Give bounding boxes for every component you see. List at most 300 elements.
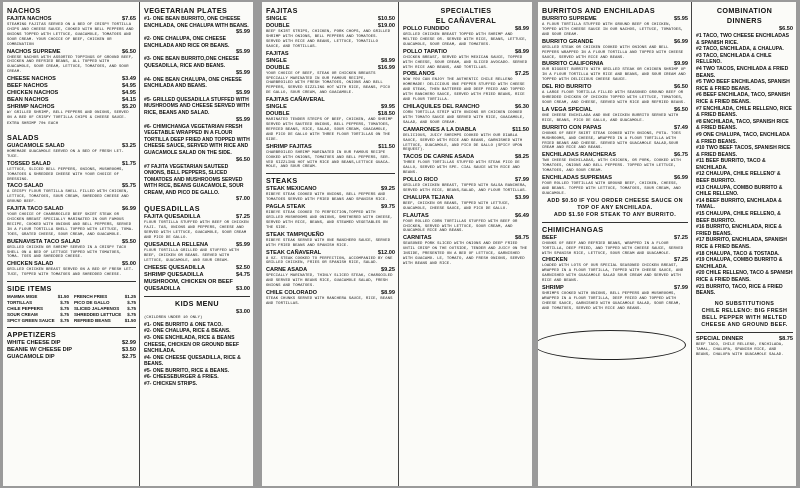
item-price: $19.00 [377, 23, 395, 29]
item-name: DEL RIO BURRITO [542, 84, 592, 91]
item-price: $.75 [127, 311, 136, 317]
item-name: BURRITO CALIFORNIA [542, 61, 604, 68]
menu-item [144, 279, 250, 286]
menu-item [7, 76, 136, 83]
menu-item [266, 97, 395, 104]
combo-option: #7- CHICKEN STRIPS. [144, 381, 198, 388]
section-header: BURRITOS AND ENCHILADAS [542, 6, 656, 15]
item-price: $8.99 [515, 48, 529, 55]
item-price: $4.95 [122, 83, 136, 90]
menu-item [403, 104, 529, 111]
item-price [393, 97, 395, 104]
item-name: SLICED JALAPENOS [74, 306, 120, 311]
menu-item [266, 16, 395, 23]
menu-item [266, 144, 395, 151]
chimichangas-circle-mark [538, 330, 686, 360]
menu-item [403, 26, 529, 33]
menu-item [266, 104, 395, 111]
menu-item [7, 16, 136, 23]
item-price: $9.95 [381, 104, 395, 111]
item-price: $12.00 [377, 249, 395, 256]
item-price [393, 232, 395, 239]
item-description: LETTUCE, SLICED BELL PEPPERS, ONIONS, MUSHROOMS, TOMATOES & SHREDDED CHEESE WITH YOUR CHOICE OF DRESSING. [7, 167, 124, 182]
menu-item [403, 213, 529, 220]
item-description: ONE CHEESE ENCHILADA AND ONE CHICKEN BURRITO SERVED WITH RICE, BEANS, PICO DE GALLO, AND GUACAMOLE. [542, 113, 679, 123]
item-name: STEAK TAMPIQUEÑO [266, 231, 325, 238]
item-price: $9.25 [381, 186, 395, 193]
item-name: ENCHILADAS SUPREMAS [542, 175, 612, 182]
combo-price [696, 26, 793, 33]
item-price: $9.75 [381, 204, 395, 211]
side-items-header: SIDE ITEMS [7, 284, 52, 294]
item-name: SHRIMP [542, 285, 564, 292]
combo-option: #15 CHALUPA, CHILE RELLENO, & BEEF BURRITO. [696, 211, 781, 224]
menu-item [266, 204, 395, 211]
menu-note: NO SUBSTITUTIONS [714, 300, 775, 307]
item-description: LOADED WITH LOTS OF OUR SPECIAL SEASONED CHICKEN BREAST, WRAPPED IN A FLOUR TORTILLA, TOPPED WITH CHEESE SAUCE, AND GARNISHED WITH GUACAMOLE SALAD SOUR CREAM AND SERVED WITH RICE AND BEANS. [542, 264, 684, 284]
item-price: $.75 [60, 311, 69, 317]
item-name: CHILAQUILES DEL RANCHO [403, 103, 480, 110]
menu-item [542, 84, 688, 91]
item-description: GRILLED CHICKEN BREAST TOPPED WITH SHRIMP AND MELTED CHEESE OR. SERVED WITH RICE, BEANS, LETTUCE, GUACAMOLE, SOUR CREAM, AND TOMATOES. [403, 33, 528, 47]
menu-item [696, 336, 793, 343]
item-price: $5.20 [122, 104, 136, 111]
item-name: SOUR CREAM [7, 311, 38, 317]
item-description: STEAMING FAJITAS SERVED ON A BED OF CRISPY TORTILLA CHIPS AND CHEESE SAUCE, COOKED WITH BELL PEPPERS AND ONIONS TOPPED WITH LETTUCE, GUACAMOLE, TOMATOES AND SOUR CREAM. YOUR CHOICE OF BEEF, CHICKEN OR COMBINATION [7, 23, 134, 47]
item-name: TACOS DE CARNE ASADA [403, 154, 475, 161]
combo-option: #7 ENCHILADA, CHILE RELLENO, RICE & FRIED BEANS. [696, 105, 792, 119]
menu-item [542, 235, 688, 242]
item-name: STEAK CAÑAVERAL [266, 249, 322, 256]
menu-item [403, 154, 529, 161]
section-header: STEAKS [266, 176, 298, 186]
item-name: CHICKEN [542, 257, 568, 264]
item-description: SHRIMPS COOKED WITH ONIONS, BELL PEPPERS AND MUSHROOMS, WRAPPED IN A FLOUR TORTILLA, DEEP FRIED AND TOPPED WITH CHEESE SAUCE, GARNISHED WITH GUACAMOLE SALAD, SOUR CREAM, AND TOMATOES, SERVED WITH RICE AND BEANS. [542, 292, 681, 311]
panel2-right-column [398, 2, 532, 486]
panel1-right-column [139, 2, 253, 486]
menu-item [266, 65, 395, 72]
item-description: CHARBROILED SHRIMP MARINATED IN OUR FAMOUS RECIPE COOKED WITH ONIONS, TOMATOES AND BELL PEPPERS, SER- VED SIZZLING HOT WITH RICE AND BEANS,LETTUCE GUACA- MOLE, AND SOUR CREAM. [266, 150, 391, 170]
item-name: FAJITA NACHOS [7, 16, 52, 22]
item-description: CHEESE NACHOS WITH ASSORTED TOPPINGS OF GROUND BEEF, CHICKEN AND REFRIED BEANS, ALL TOPPED WITH GUACAMOLE, SOUR CREAM, LETTUCE, TOMATOES, AND SOUR CREAM. [7, 55, 134, 75]
item-price [248, 279, 250, 286]
combo-option: #5 TWO BEEF ENCHILADAS, SPANISH RICE & FRIED BEANS. [696, 79, 790, 92]
menu-item [403, 127, 529, 134]
item-name: TACO SALAD [7, 183, 44, 190]
combo-option: #2 TACO, ENCHILADA, & CHALUPA. [696, 46, 784, 53]
item-price: $16.99 [377, 64, 395, 71]
combo-option: #2- ONE CHALUPA, RICE & BEANS. [144, 328, 231, 335]
item-name: DOUBLE [266, 23, 290, 29]
item-price: $7.99 [515, 177, 529, 184]
item-price: $9.99 [674, 61, 688, 68]
menu-item [266, 186, 395, 193]
item-description: RIBEYE STEAK COOKED TO PERFECTION,TOPPED WITH GRILLED MUSHROOMS AND ONIONS, SMOTHERED WITH CHEESE, SERVED WITH RICE, BEANS, AND STEAMED VEGETABLES ON THE SIDE. [266, 211, 393, 230]
divider [7, 327, 136, 328]
menu-item [7, 97, 136, 104]
item-description: BEEF TACO, CHILE RELLENO, ENCHILADA, TAMAL, CHALUPA, SPANISH RICE, AND BEANS, CHALUPA WITH GUACAMOLE SALAD. [696, 342, 784, 357]
item-price: $3.99 [515, 194, 529, 201]
combo-option: #18 CHALUPA, TACO & TOSTADA. [696, 250, 780, 257]
item-price: $18.50 [377, 111, 395, 118]
item-name: SHRIMP QUESADILLA [144, 271, 204, 278]
menu-item [266, 250, 395, 257]
divider [266, 173, 395, 174]
menu-item [7, 261, 136, 268]
section-header: KIDS MENU [175, 298, 219, 308]
item-price: $2.50 [236, 264, 250, 271]
menu-item [144, 242, 250, 249]
menu-item [7, 183, 136, 190]
item-description: YOUR CHOICE OF CHARBROILED BEEF SKIRT STEAK OR CHICKEN BREAST SPECIALLY MARINATED IN OUR FAMOUS RECIPE, COOKED WITH ONIONS AND BELL PEPPERS, SERVED IN A FLOUR TORTILLA SHELL TOPPED WITH LETTUCE, TOMA- TOES, GRATED CHEESE, SOUR CREAM, AND GUACAMOLE. [7, 213, 134, 237]
item-description: RIBEYE STEAK SERVED WITH ONE RANCHERO SAUCE, SERVED WITH FRIED BEANS AND SPANISH RICE. [266, 238, 391, 248]
item-price: $7.49 [674, 124, 688, 131]
combo-option: #2- ONE CHALUPA, ONE CHEESE ENCHILADA AND RICE OR BEANS. [144, 36, 230, 49]
combo-option: #1- ONE BEAN BURRITO, ONE CHEESE ENCHILADA, ONE CHALUPA WITH BEANS. [144, 16, 249, 29]
item-name: GUACAMOLE SALAD [7, 142, 65, 149]
menu-item [266, 58, 395, 65]
item-name: CARNITAS [403, 235, 432, 242]
combo-option: #4- ONE CHEESE QUESADILLA, RICE & BEANS. [144, 354, 241, 368]
item-name: CHALUPA TEJANA [403, 194, 454, 201]
menu-item [403, 177, 529, 184]
item-price: $4.15 [122, 97, 136, 104]
item-price: $8.75 [515, 235, 529, 242]
item-description: BEEF SKIRT STRIPS, CHICKEN, PORK CHOPS, AND GRILLED SHRIMP WITH ONIONS, BELL PEPPERS AND TOMATOES. SERVED WITH RICE AND BEANS, LETTUCE, TOMATILLO SAUCE, AND TORTILLAS. [266, 30, 391, 49]
combo-price [144, 90, 250, 97]
menu-item [266, 290, 395, 297]
item-price: $5.99 [236, 242, 250, 249]
item-description: FLOUR TORTILLA GRILLED AND STUFFED WITH BEEF, CHICKEN OR BEANS. SERVED WITH LETTUCE, GUACAMOLE, AND SOUR CREAM. [144, 249, 239, 263]
side-items-grid [7, 294, 136, 324]
item-description: SEASONED PORK SLICED WITH ONIONS AND DEEP FRIED UNTIL CRISP ON THE OUTSIDE, TENDER AND JUICY ON THE INSIDE, PRESENTED ON A BED OF LETTUCE, GARNISHED WITH GUACAMO- LE, TOMATO, AND FRESH ONIONS, SERVED WITH BEANS AND RICE. [403, 242, 528, 266]
item-price: $1.75 [122, 160, 136, 167]
item-description: GRILLED CHICKEN BREAST SERVED ON A BED OF FRESH LET- TUCE, TOPPED WITH TOMATOES AND SHREDDED CHEESE. [7, 268, 134, 278]
menu-item [7, 83, 136, 90]
item-price: $7.25 [236, 214, 250, 221]
menu-item [266, 232, 395, 239]
item-price: $1.50 [124, 317, 136, 323]
item-price: $.75 [127, 306, 136, 311]
side-item [7, 318, 69, 324]
menu-item [542, 175, 688, 182]
item-description: MARINATED TENDER STRIPS OF BEEF, CHICKEN, AND SHRIMP SERVED WITH SAUTEED ONIONS, BELL PEPPERS, TOMATOES, REFRIED BEANS, RICE, SALAD, SOUR CREAM, GUACAMOLE, AND PICO DE GALLO WITH THREE FLOUR TORTILLAS ON THE SIDE. [266, 118, 393, 142]
item-price: $5.99 [236, 89, 250, 96]
section-header: VEGETARIAN PLATES [144, 6, 228, 15]
item-description: YOUR CHOICE OF BEEF, STEAK OR CHICKEN BREASTS SPECIALLY MARINATED IN OUR FAMOUS RECIPE, CHARBROILED WITH FRESH TOMATOES, ONIONS AND BELL PEPPERS, SERVED SIZZLING HOT WITH RICE, BEANS, PICO DE GALLO, SOUR CREAM, AND GUACAMOLE. [266, 71, 391, 96]
item-name: PAGLA STEAK [266, 204, 306, 211]
item-description: (CHILDREN UNDER 10 ONLY) [144, 315, 203, 320]
menu-item [542, 257, 688, 264]
item-description: CORN TORTILLA STRIP WITH ONIONS OR CHICKEN COOKED WITH TOMATO SAUCE AND SERVED WITH RICE, GUACAMOLE, SALAD, AND SOUR CREAM. [403, 110, 525, 125]
menu-item [542, 285, 688, 292]
item-price: $2.75 [122, 353, 136, 360]
menu-item [144, 214, 250, 221]
item-name: BURRITO GRANDE [542, 38, 594, 45]
item-name: SHRIMP NACHOS [7, 104, 55, 111]
item-description: BEEF, CHICKEN OR BEANS, TOPPED WITH LETTUCE, GUACAMOLE, CHEESE SAUCE, AND PICO DE GALLO. [403, 201, 511, 211]
item-price: $5.99 [236, 29, 250, 36]
menu-item [266, 267, 395, 274]
item-description: TWO CHEESE ENCHILADAS, WITH CHICKEN, OR PORK, COOKED WITH TOMATOES, ONIONS AND BELL PEPPERS. TOPPED WITH LETTUCE, TOMATOES, AND SOUR CREAM. [542, 159, 681, 174]
item-price: $5.99 [236, 49, 250, 56]
item-price: $7.25 [674, 234, 688, 241]
item-price: $6.49 [515, 212, 529, 219]
item-price: $.75 [60, 317, 69, 323]
appetizers-header: APPETIZERS [7, 329, 57, 339]
menu-item [542, 107, 688, 114]
item-description: OUR BIGGEST BURRITO WITH GRILLED STEAK OR CHICKEN SHRIMP UP IN A FLOUR TORTILLA WITH RICE AND BEANS, AND SOUR CREAM AND TOPPED WITH DELICIOUS CHEESE SAUCE. [542, 68, 686, 83]
combo-option: #6- CHEESEBURGER & FRIES. [144, 374, 219, 381]
item-description: THREE FLOUR TORTILLAS STUFFED WITH STEAK PICO DE GALLO, SERVED WITH SPE- CIAL SAUCE WITH RICE AND BEANS. [403, 161, 520, 176]
combo-price [144, 196, 250, 203]
combo-option: #3- ONE ENCHILADA, RICE & BEANS CHEESE, CHICKEN OR GROUND BEEF ENCHILADA. [144, 334, 240, 355]
item-description: W/ GRILLED SHRIMP, BELL PEPPERS AND ONIONS, SERVED ON A BED OF CRISPY TORTILLA CHIPS & CHEESE SAUCE. [7, 111, 129, 121]
item-name: BEEF NACHOS [7, 83, 48, 90]
item-name: POLLO TAPATIO [403, 48, 448, 55]
item-price: $4.75 [236, 271, 250, 278]
item-price: $10.50 [377, 16, 395, 22]
menu-item [542, 16, 688, 23]
combo-option: #9 ONE CHALUPA, TACO, ENCHILADA & FRIED BEANS. [696, 131, 790, 145]
combo-option: #3 TACO, ENCHILADA & CHILE RELLENO. [696, 52, 772, 66]
item-name: CARNE ASADA [266, 267, 308, 274]
menu-item [403, 49, 529, 56]
item-name: FAJITAS CAÑAVERAL [266, 97, 325, 104]
combo-price [144, 29, 250, 36]
item-description: STEAK CHUNKS SERVED WITH RANCHERA SAUCE, RICE, BEANS AND TORTILLAS. [266, 297, 393, 306]
item-description: GRILLED CHICKEN OR SHRIMP SERVED IN A CRISPY TACO SHELL ON A BED OF LETTUCE TOPPED WITH TOMATOES, TOMA- TOES AND SHREDDED CHEESE. [7, 245, 127, 260]
combo-option: #14 BEEF BURRITO, ENCHILADA & TAMAL. [696, 197, 782, 211]
item-price: $7.25 [515, 71, 529, 78]
item-name: SPECIAL DINNER [696, 335, 744, 342]
item-price: $1.50 [57, 294, 69, 300]
divider [7, 281, 136, 282]
combo-option: #6 BEEF ENCHILADA, TACO, SPANISH RICE & FRIED BEANS. [696, 92, 791, 105]
item-name: FAJITA TACO SALAD [7, 206, 64, 213]
item-description: NOW YOU CAN ENJOY THE AUTHENTIC CHILE RELLENO HOMEMADE! DELICIOUS ONE PEPPER STUFFED WITH CHEESE AND STEAK, THEN BATTERED AND DEEP FRIED AND TOPPED WITH RANCHERO SAUCE, SERVED WITH FRIED BEANS, RICE AND FLOUR TORTILLA. [403, 78, 525, 103]
section-header: QUESADILLAS [144, 204, 200, 214]
divider [696, 332, 793, 333]
panel3-right-column [691, 2, 796, 486]
item-price: $8.99 [381, 57, 395, 64]
item-price: $6.50 [236, 156, 250, 163]
combo-option: #4- ONE BEAN CHALUPA, ONE CHEESE ENCHILADA AND BEANS. [144, 76, 242, 90]
item-name: SPICY GREEN SAUCE [7, 317, 55, 323]
item-name: FAJITAS [266, 50, 289, 57]
combo-price [144, 49, 250, 56]
menu-item [7, 239, 136, 246]
menu-item [7, 206, 136, 213]
combo-option: #12 CHALUPA, CHILE RELLENO' & BEEF BURRITO. [696, 171, 781, 185]
item-price: $7.00 [236, 196, 250, 203]
item-price: $6.50 [779, 26, 793, 32]
item-price: $5.95 [674, 16, 688, 22]
item-name: FAJITA QUESADILLA [144, 214, 201, 221]
item-price: $11.50 [512, 126, 529, 133]
item-name: PICO DE GALLO [74, 300, 110, 306]
item-price: $8.99 [381, 290, 395, 297]
combo-option: #3- ONE BEAN BURRITO,ONE CHEESE QUESADILLA, RICE AND BEANS. [144, 56, 240, 69]
combo-option: #16 BURRITO, ENCHILADA, RICE & FRIED BEANS. [696, 224, 782, 237]
menu-item [144, 265, 250, 272]
item-price: $3.00 [236, 285, 250, 292]
item-description: A LARGE FLOUR TORTILLA FILLED WITH SEASONED GROUND BEEF OR SHREDDED CHICKEN OF CHICKEN TOPPED WITH LETTUCE, TOMATOES, SOUR CREAM, AND CHEESE, SERVED WITH RICE AND REFRIED BEANS. [542, 91, 686, 105]
menu-note: ADD $1.50 FOR STEAK TO ANY BURRITO. [553, 211, 677, 218]
item-name: POBLANOS [403, 71, 435, 78]
menu-item [7, 143, 136, 150]
menu-panel-1 [3, 2, 253, 486]
item-name: TORTILLAS [7, 300, 33, 306]
section-header: FAJITAS [266, 6, 298, 15]
combo-option: #17 BURRITO, ENCHILADA, SPANISH RICE & FRIED BEANS. [696, 237, 787, 250]
item-description: RIBEYE STEAK COOKED WITH ONIONS, BELL PEPPERS AND TOMATOES SERVED WITH FRIED BEANS AND SPANISH RICE. [266, 193, 388, 203]
menu-item [542, 39, 688, 46]
menu-item [7, 90, 136, 97]
section-header: DINNERS [726, 16, 763, 25]
item-name: QUESADILLA RELLENA [144, 242, 209, 249]
item-description: A CRISPY FLOUR TORTILLA SHELL FILLED WITH CHICKEN, LETTUCE, TOMATOES, SOUR CREAM, SHREDDED CHEESE AND GROUND BEEF. [7, 190, 129, 205]
item-description: HOMEMADE GUACAMOLE SERVED ON A BED OF FRESH LET- TUCE. [7, 149, 124, 159]
item-price: $5.00 [122, 261, 136, 268]
item-price: $7.99 [674, 285, 688, 292]
item-description: CHICKEN BREAST, SERVED WITH MEXICAN SAUCE, TOPPED WITH CHEESE, SOUR CREAM, AND SLICED AVOCADO. SERVED WITH RICE AND BEANS, AND TORTILLAS. [403, 55, 528, 70]
combo-option: #19 CHALUPA, COMBO BURRITO & ENCHILADA. [696, 257, 783, 270]
menu-item [542, 61, 688, 68]
item-price: $1.25 [124, 294, 136, 300]
menu-item [266, 51, 395, 58]
combo-option: #21 BURRITO, TACO, RICE & FRIED BEANS. [696, 283, 783, 297]
item-price: $.75 [60, 306, 69, 311]
item-name: BURRITO SUPREME [542, 16, 597, 22]
item-name: LA VEGA SPECIAL [542, 106, 593, 113]
menu-item [542, 125, 688, 132]
item-description: CHUNKS OF BEEF AND REFRIED BEANS, WRAPPED IN A FLOUR TORTILLA, DEEP FRIED, AND TOPPED WITH CHEESE SAUCE, SERVED WITH SPANISH RICE, LETTUCE, SOUR CREAM AND GUACAMOLE. [542, 241, 684, 256]
item-price [393, 51, 395, 58]
item-name: REFRIED BEANS [74, 317, 111, 323]
item-name: GUACAMOLE DIP [7, 353, 55, 360]
item-description: A FLOUR TORTILLA STUFFED WITH GROUND BEEF OR CHICKEN, TOPPED WITH CHEESE SAUCE IN OUR NACHOS, LETTUCE, TOMATOES, AND SOUR CREAM. [542, 23, 684, 37]
menu-item [266, 23, 395, 30]
menu-item [403, 235, 529, 242]
menu-item [403, 195, 529, 202]
item-description: DELICIOUS, JUICY SHRIMPS COOKED WITH OUR DIABLA SAUCE, SERVED WITH RICE AND BEANS, GARNISHED WITH LETTUCE, GUACAMOLE, AND PICO DE GALLO (SPICY UPON REQUEST). [403, 133, 523, 153]
menu-note: ADD $0.50 IF YOU ORDER CHEESE SAUCE ON TOP OF ANY ENCHILADA. [547, 197, 683, 211]
item-name: SINGLE [266, 104, 287, 111]
menu-item [266, 111, 395, 118]
item-name: FLAUTAS [403, 212, 429, 219]
item-price: $3.00 [236, 308, 250, 315]
item-name: SHRIMP FAJITAS [266, 143, 312, 150]
item-price: $5.50 [122, 238, 136, 245]
item-name: MUSHROOM, CHICKEN OR BEEF [144, 278, 233, 285]
item-price: $6.99 [122, 206, 136, 213]
item-price: $6.99 [674, 175, 688, 182]
item-description: FLOUR TORTILLA STUFFED WITH BEEF OR CHICKEN FAJI- TAS, ONIONS AND PEPPERS, CHEESE AND SERVED WITH LETTUCE, GUACAMOLE, SOUR CREAM AND PICO DE GALLO. [144, 221, 249, 241]
combo-option: #5- ONE BURRITO, RICE & BEANS. [144, 367, 230, 374]
combo-option: #8 ENCHILADA, TACO, SPANISH RICE & FRIED BEANS. [696, 118, 789, 132]
item-name: BEAN NACHOS [7, 97, 49, 104]
item-name: SHREDDED LETTUCE [74, 311, 122, 317]
menu-item [144, 286, 250, 293]
item-name: DOUBLE [266, 64, 290, 71]
combo-price [144, 117, 250, 124]
item-price: $6.50 [674, 84, 688, 91]
appetizer-item [7, 347, 136, 354]
menu-item [7, 161, 136, 168]
item-price: $3.25 [122, 142, 136, 149]
section-header: EL CAÑAVERAL [435, 16, 497, 25]
item-price: $9.25 [381, 267, 395, 274]
section-header: NACHOS [7, 6, 41, 15]
combo-option: #13 CHALUPA, COMBO BURRITO & CHILE RELLENO. [696, 184, 783, 198]
combo-price [144, 309, 250, 316]
combo-option: #1 TACO, TWO CHEESE ENCHILADAS & SPANISH RICE. [696, 33, 790, 46]
item-price: $11.50 [378, 143, 395, 150]
item-price: $5.99 [236, 116, 250, 123]
item-name: NACHOS SUPREME [7, 48, 61, 55]
combo-option: #4 TWO TACOS, ENCHILADA & FRIED BEANS. [696, 65, 789, 79]
item-description: EXTRA SHRIMP 70¢ EACH [7, 121, 59, 126]
item-price: $.75 [60, 300, 69, 306]
item-price: $5.99 [236, 69, 250, 76]
menu-item [403, 71, 529, 78]
item-price: $2.99 [122, 339, 136, 346]
combo-option: #7 FAJITA VEGETARIAN SAUTEED ONIONS, BELL PEPPERS, SLICED TOMATOES AND MUSHROOMS SERVED WITH RICE, BEANS GUACAMOLE, SOUR CREAM, AND PICO DE GALLO. [144, 163, 244, 196]
menu-panel-3 [538, 2, 796, 486]
item-price: $6.50 [674, 106, 688, 113]
item-name: CHILE COLORADO [266, 290, 317, 297]
item-name: BURRITO CON PAPAS [542, 124, 602, 131]
combo-price [144, 157, 250, 164]
menu-item [144, 272, 250, 279]
item-name: BUENAVISTA TACO SALAD [7, 238, 81, 245]
combo-option: #6- CHIMICHANGA VEGETARIAN FRESH VEGETABLE WRAPPED IN A FLOUR TORTILLA DEEP FRIED AND TOPPED WITH CHEESE SAUCE, SERVED WITH RICE AND GUACAMOLE SALAD ON THE SIDE. [144, 123, 250, 156]
section-header: CHIMICHANGAS [542, 224, 604, 234]
item-description: FOUR ROLLED CORN TORTILLAS STUFFED WITH BEEF OR CHICKEN, SERVED WITH LETTUCE, SOUR CREAM, AND GUACAMOLE RICE AND BEANS. [403, 219, 518, 234]
combo-option: #11 BEEF BURRITO, TACO & ENCHILADA. [696, 158, 766, 171]
side-item [74, 318, 136, 324]
item-name: DOUBLE [266, 111, 290, 118]
divider [542, 222, 688, 223]
menu-item [542, 152, 688, 159]
item-price: $8.75 [779, 335, 793, 342]
combo-option: #10 TWO BEEF TACOS, SPANISH RICE & FRIED BEANS. [696, 145, 791, 158]
spacer [7, 128, 136, 132]
item-name: CHEESE NACHOS [7, 76, 56, 83]
item-name: WHITE CHEESE DIP [7, 339, 61, 346]
item-name: CHILE PEPPERS [7, 306, 44, 311]
menu-note: CHILE RELLENO: BIG FRESH BELL PEPPER WITH MELTED CHEESE AND GROUND BEEF. [701, 307, 788, 328]
item-price: $4.95 [122, 90, 136, 97]
item-price: $7.25 [674, 257, 688, 264]
item-price: $7.65 [122, 16, 136, 22]
item-name: MAMMA MIGE [7, 294, 38, 300]
appetizer-item [7, 340, 136, 347]
item-description: CHUNKS OF BEEF SKIRT STEAK COOKED WITH ONIONS, POTA- TOES MUSHROOMS, AND CHEESE, WRAPPED IN A FLOUR TORTILLA WITH FRIED BEANS AND CHEESE. SERVED WITH GUACAMOLE SALAD,SOUR CREAM AND RICE AND BEANS. [542, 131, 681, 151]
item-price: $5.75 [122, 183, 136, 190]
menu-item [7, 49, 136, 56]
item-name: CAMARONES A LA DIABLA [403, 126, 477, 133]
item-name: ENCHILADAS RANCHERAS [542, 152, 616, 159]
combo-option: #5- GRILLED QUESADILLA STUFFED WITH MUSHROOMS AND CHEESE SERVED WITH RICE, BEANS AND SALAD. [144, 96, 250, 116]
item-name: POLLO RICO [403, 177, 438, 184]
combo-option: #1- ONE BURRITO & ONE TACO. [144, 321, 223, 328]
divider [144, 296, 250, 297]
appetizer-item [7, 354, 136, 361]
item-name: STEAK MEXICANO [266, 186, 317, 193]
section-header: SPECIALTIES [440, 6, 492, 15]
